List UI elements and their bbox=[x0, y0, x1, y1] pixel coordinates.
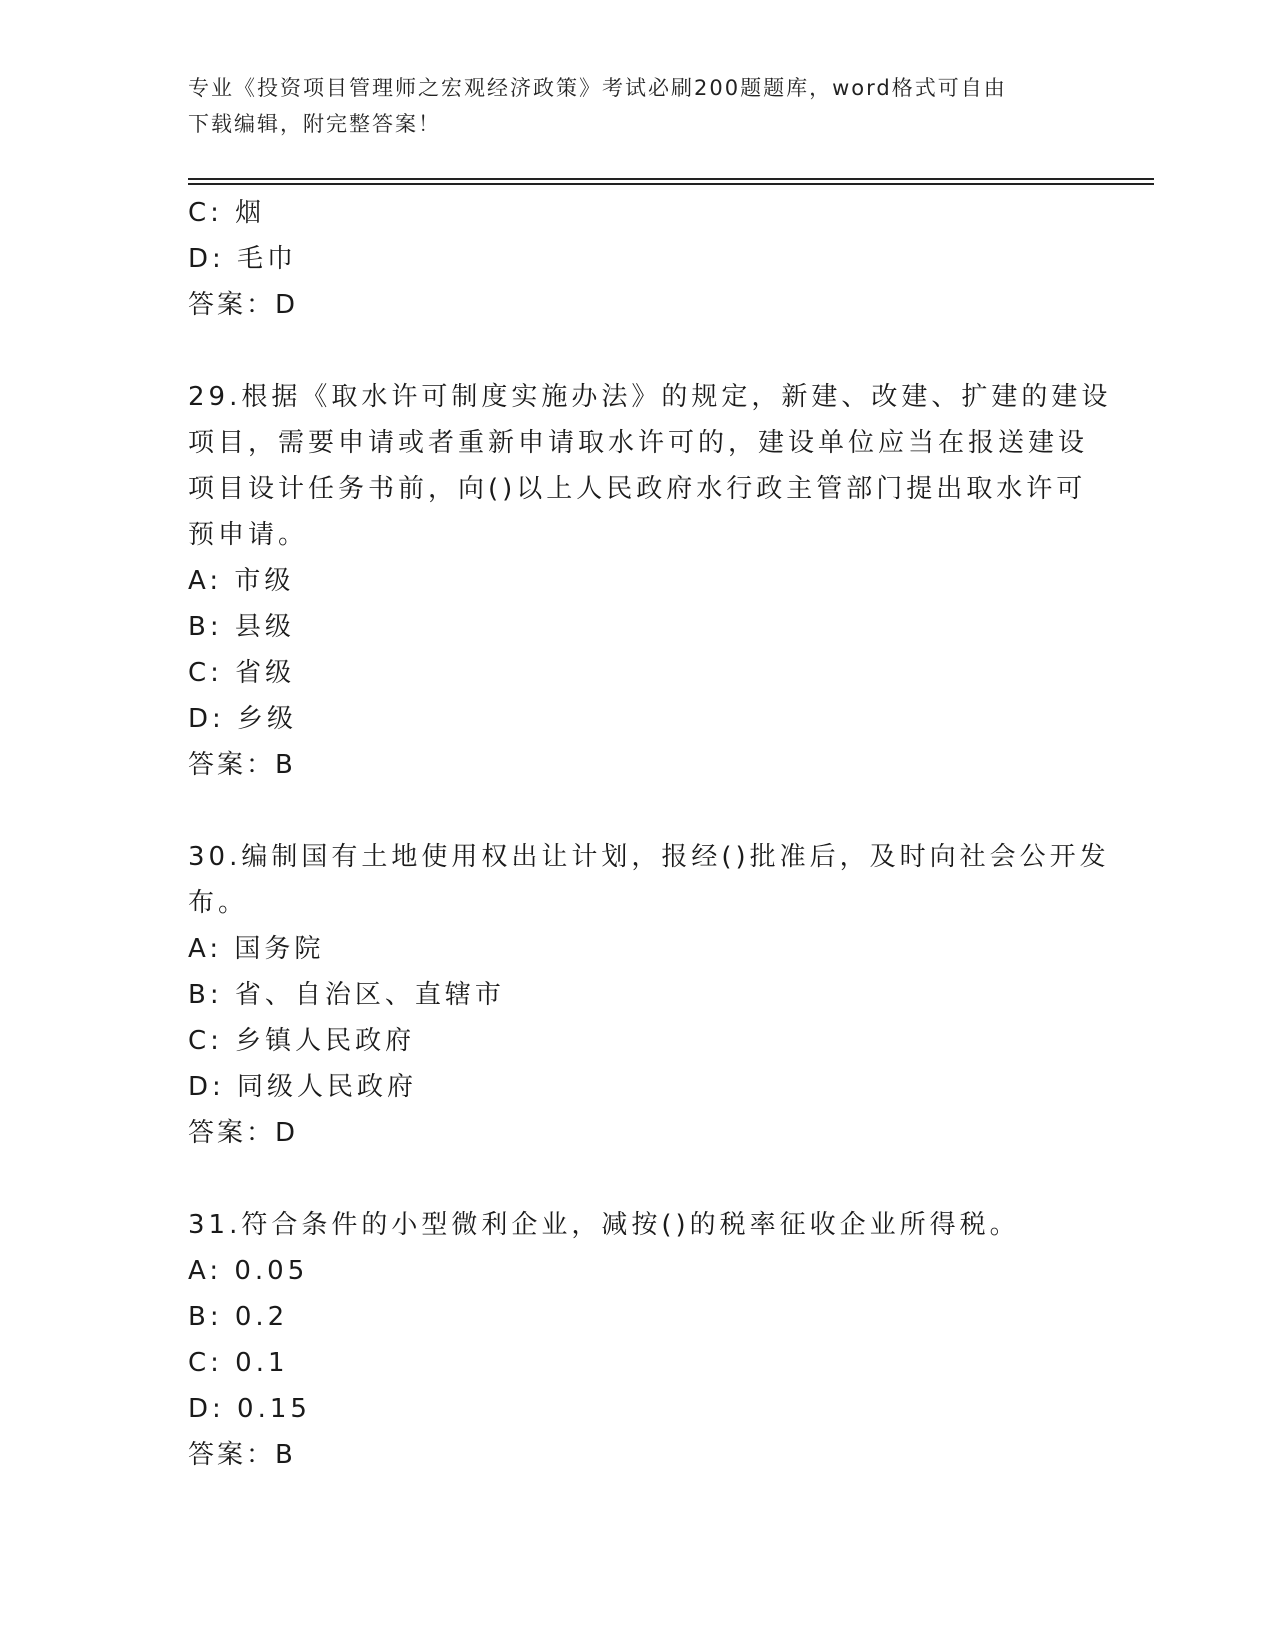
header-divider-bottom bbox=[188, 183, 1154, 185]
question-29 bbox=[188, 374, 1112, 788]
document-header bbox=[188, 70, 1088, 142]
option-a: A: 市级 bbox=[188, 566, 295, 596]
option-a: A: 国务院 bbox=[188, 934, 325, 964]
header-line-1: 专业《投资项目管理师之宏观经济政策》考试必刷200题题库，word格式可自由 bbox=[188, 76, 1007, 100]
option-b: B: 0.2 bbox=[188, 1302, 289, 1332]
option-d: D: 同级人民政府 bbox=[188, 1072, 418, 1102]
question-stem bbox=[188, 374, 1112, 558]
header-line-2: 下载编辑，附完整答案！ bbox=[188, 112, 441, 136]
stem-line: 布。 bbox=[188, 888, 249, 918]
answer-line: 答案：B bbox=[188, 1440, 296, 1470]
question-stem bbox=[188, 1202, 1088, 1248]
answer-line: 答案：B bbox=[188, 750, 296, 780]
question-30 bbox=[188, 834, 1110, 1156]
option-b: B: 县级 bbox=[188, 612, 295, 642]
stem-line: 预申请。 bbox=[188, 520, 309, 550]
stem-line: 项目设计任务书前，向()以上人民政府水行政主管部门提出取水许可 bbox=[188, 474, 1087, 504]
question-31 bbox=[188, 1202, 1088, 1478]
option-c: C: 省级 bbox=[188, 658, 296, 688]
option-d: D: 0.15 bbox=[188, 1394, 311, 1424]
answer-line: 答案：D bbox=[188, 290, 299, 320]
option-b: B: 省、自治区、直辖市 bbox=[188, 980, 505, 1010]
stem-line: 30.编制国有土地使用权出让计划，报经()批准后，及时向社会公开发 bbox=[188, 842, 1110, 872]
header-divider-top bbox=[188, 178, 1154, 180]
option-a: A: 0.05 bbox=[188, 1256, 309, 1286]
option-c: C: 烟 bbox=[188, 198, 266, 228]
option-c: C: 乡镇人民政府 bbox=[188, 1026, 416, 1056]
stem-line: 31.符合条件的小型微利企业，减按()的税率征收企业所得税。 bbox=[188, 1210, 1020, 1240]
previous-question-tail bbox=[188, 190, 1088, 328]
spacer bbox=[188, 1156, 1088, 1202]
question-stem bbox=[188, 834, 1110, 926]
stem-line: 项目，需要申请或者重新申请取水许可的，建设单位应当在报送建设 bbox=[188, 428, 1089, 458]
stem-line: 29.根据《取水许可制度实施办法》的规定，新建、改建、扩建的建设 bbox=[188, 382, 1112, 412]
option-d: D: 乡级 bbox=[188, 704, 298, 734]
spacer bbox=[188, 328, 1088, 374]
question-list bbox=[188, 190, 1112, 1478]
spacer bbox=[188, 788, 1088, 834]
option-d: D: 毛巾 bbox=[188, 244, 298, 274]
option-c: C: 0.1 bbox=[188, 1348, 289, 1378]
answer-line: 答案：D bbox=[188, 1118, 299, 1148]
